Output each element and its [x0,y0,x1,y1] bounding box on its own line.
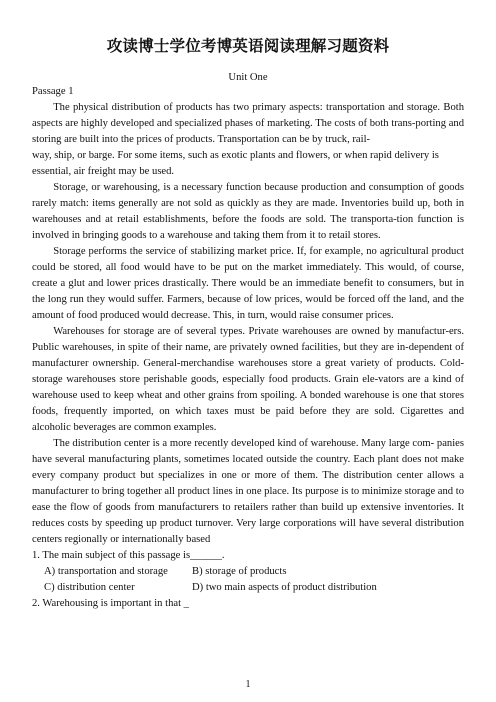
paragraph: Storage performs the service of stabilizing market price. If, for example, no agricultural product could be stored, all food would have to be put on the market immediately. This would, of course, create a glut and lower prices drastically. There would be an immediate benefit to consumers, but in the long run they would suffer. Farmers, because of low prices, would be forced off the land, and the amount of food produced would decrease. This, in turn, would raise consumer prices. [32,246,464,321]
paragraph: The physical distribution of products has two primary aspects: transportation and storage. Both aspects are highly developed and specialized phases of marketing. The costs of both trans-porting and storing are built into the prices of products. Transportation can be by truck, rail- [32,102,464,145]
paragraph: Warehouses for storage are of several types. Private warehouses are owned by manufactur-ers. Public warehouses, in spite of their name, are privately owned facilities, but they are in-dependent of manufacturer ownership. General-merchandise warehouses store a great variety of products. Cold-storage warehouses store perishable goods, especially food products. Grain ele-vators are a kind of warehouse used to keep wheat and other grains from spoiling. A bonded warehouse is one that stores foods, frequently imported, on which taxes must be paid before they are sold. Cigarettes and alcoholic beverages are common examples. [32,326,464,433]
question-options-row [32,564,464,580]
question-option: A) transportation and storage [44,566,168,577]
question-options-row [32,580,464,596]
question-option: D) two main aspects of product distribution [192,582,377,593]
question-option: C) distribution center [44,582,135,593]
paragraph: Storage, or warehousing, is a necessary function because production and consumption of goods rarely match: items generally are not sold as quickly as they are made. Inventories build up, both in warehouses and at retail establishments, before the foods are sold. The transporta-tion function is involved in bringing goods to a warehouse and taking them from it to retail stores. [32,182,464,241]
unit-heading: Unit One [228,72,268,83]
question-option: B) storage of products [192,566,287,577]
question-stem: 1. The main subject of this passage is______. [32,550,225,561]
paragraph: The distribution center is a more recently developed kind of warehouse. Many large com- panies have several manufacturing plants, sometimes located outside the country. Each plant does not make every company product but specializes in one or more of them. The distribution center allows a manufacturer to bring together all product lines in one place. Its purpose is to minimize storage and to ease the flow of goods from manufacturers to retailers rather than build up extensive inventories. It reduces costs by speeding up product turnover. Very large corporations will have several distribution centers regionally or internationally based [32,438,464,545]
passage-label: Passage 1 [32,86,74,97]
page-number: 1 [245,679,251,690]
document-title: 攻读博士学位考博英语阅读理解习题资料 [106,37,390,55]
question-stem: 2. Warehousing is important in that _ [32,598,189,609]
paragraph: way, ship, or barge. For some items, such as exotic plants and flowers, or when rapid delivery is essential, air freight may be used. [32,150,439,177]
document-body [32,84,464,612]
